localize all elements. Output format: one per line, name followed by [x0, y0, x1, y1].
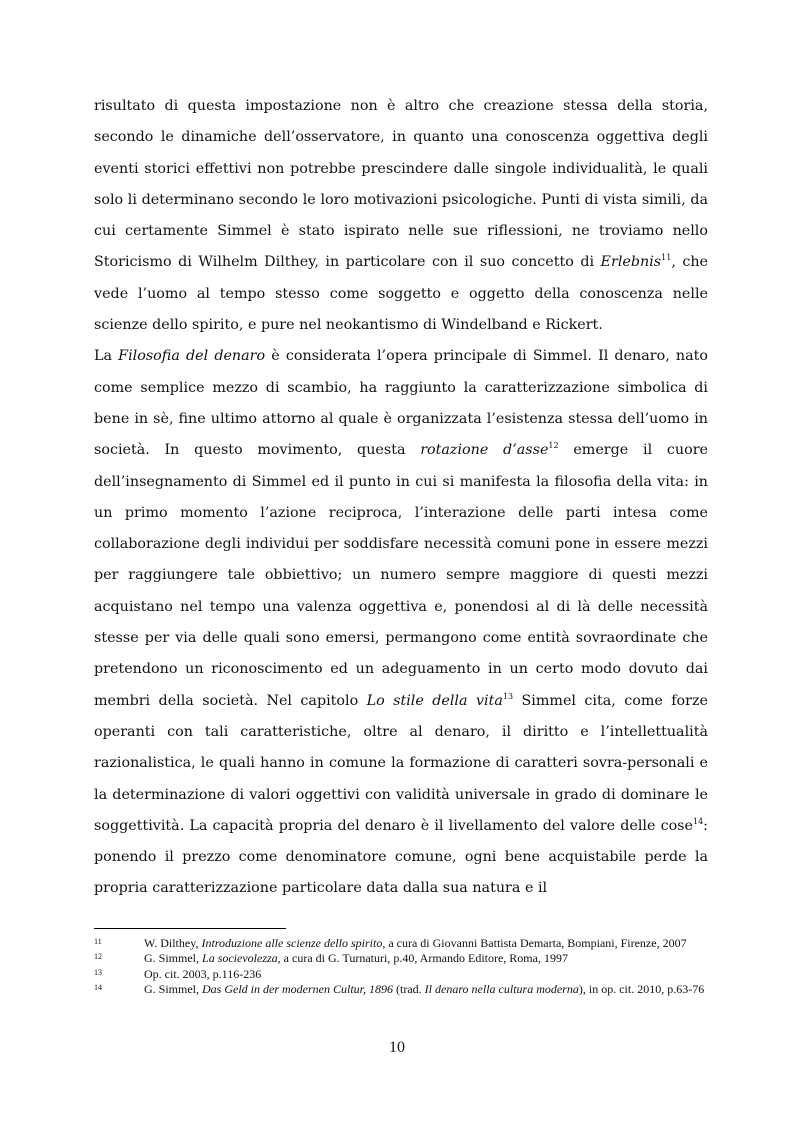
term-erlebnis: Erlebnis	[600, 254, 662, 271]
footnote-translated-title: Il denaro nella cultura moderna	[424, 982, 579, 997]
paragraph-2	[94, 341, 708, 904]
paragraph-2-text-a: è considerata l’opera principale di Simmel. Il denaro, nato come semplice mezzo di scambio, ha raggiunto la caratterizzazione simbolica di bene in sè, fine ultimo attorno al quale è organizzata l’esistenza stessa dell’uomo in società. In questo movimento, questa	[94, 348, 708, 459]
footnote-author: G. Simmel,	[144, 951, 203, 966]
chapter-lo-stile-della-vita: Lo stile della vita	[366, 692, 503, 709]
footnote-ref-14[interactable]: 14	[692, 817, 704, 827]
footnote-details: ), in op. cit. 2010, p.63-76	[578, 982, 705, 997]
term-rotazione-asse: rotazione d’asse	[420, 442, 549, 459]
footnote-separator	[94, 928, 286, 929]
footnote-11	[94, 936, 708, 951]
paragraph-1-text-end: , che vede l’uomo al tempo stesso come soggetto e oggetto della conoscenza nelle scienze dello spirito, e pure nel neokantismo di Windelband e Rickert.	[94, 254, 709, 334]
footnote-details: , a cura di Giovanni Battista Demarta, Bompiani, Firenze, 2007	[382, 936, 687, 950]
footnote-ref-11[interactable]: 11	[661, 253, 672, 263]
footnote-number: 12	[94, 952, 102, 962]
footnote-number: 13	[94, 967, 102, 977]
footnote-details: , a cura di G. Turnaturi, p.40, Armando Editore, Roma, 1997	[277, 951, 568, 966]
footnote-author: W. Dilthey,	[144, 936, 202, 950]
footnote-text: Op. cit. 2003, p.116-236	[144, 966, 262, 981]
paragraph-2-text-d: : ponendo il prezzo come denominatore comune, ogni bene acquistabile perde la propria caratterizzazione particolare data dalla sua natura e il	[94, 817, 708, 897]
title-filosofia-del-denaro: Filosofia del denaro	[118, 348, 266, 365]
footnote-title: La socievolezza	[202, 951, 278, 966]
footnote-ref-12[interactable]: 12	[548, 441, 559, 451]
footnote-author: G. Simmel,	[144, 982, 203, 997]
main-text	[94, 91, 708, 905]
footnote-trad: (trad.	[393, 982, 425, 997]
paragraph-2-start: La	[94, 348, 119, 365]
footnote-12	[94, 951, 708, 966]
footnote-13	[94, 967, 708, 982]
footnote-number: 11	[94, 937, 102, 946]
footnote-title: Introduzione alle scienze dello spirito	[201, 936, 383, 950]
footnote-number: 14	[94, 983, 102, 993]
paragraph-2-text-c: Simmel cita, come forze operanti con tali caratteristiche, oltre al denaro, il diritto e l’intellettualità razionalistica, le quali hanno in comune la formazione di caratteri sovra-personali e la determinazione di valori oggettivi con validità universale in grado di dominare le soggettività. La capacità propria del denaro è il livellamento del valore delle cose	[94, 692, 708, 834]
paragraph-1-text: risultato di questa impostazione non è altro che creazione stessa della storia, secondo le dinamiche dell’osservatore, in quanto una conoscenza oggettiva degli eventi storici effettivi non potrebbe prescindere dalle singole individualità, le quali solo li determinano secondo le loro motivazioni psicologiche. Punti di vista simili, da cui certamente Simmel è stato ispirato nelle sue riflessioni, ne troviamo nello Storicismo di Wilhelm Dilthey, in particolare con il suo concetto di	[94, 98, 708, 271]
paragraph-2-text-b: emerge il cuore dell’insegnamento di Simmel ed il punto in cui si manifesta la filosofia della vita: in un primo momento l’azione reciproca, l’interazione delle parti intesa come collaborazione degli individui per soddisfare necessità comuni pone in essere mezzi per raggiungere tale obbiettivo; un numero sempre maggiore di questi mezzi acquistano nel tempo una valenza oggettiva e, ponendosi al di là delle necessità stesse per via delle quali sono emersi, permangono come entità sovraordinate che pretendono un riconoscimento ed un adeguamento in un certo modo dovuto dai membri della società. Nel capitolo	[94, 442, 708, 709]
footnote-title: Das Geld in der modernen Cultur, 1896	[202, 982, 394, 997]
paragraph-1	[94, 91, 708, 341]
footnote-14	[94, 982, 708, 997]
footnote-ref-13[interactable]: 13	[502, 691, 514, 701]
footnotes	[94, 936, 708, 998]
page-number: 10	[389, 1039, 405, 1056]
